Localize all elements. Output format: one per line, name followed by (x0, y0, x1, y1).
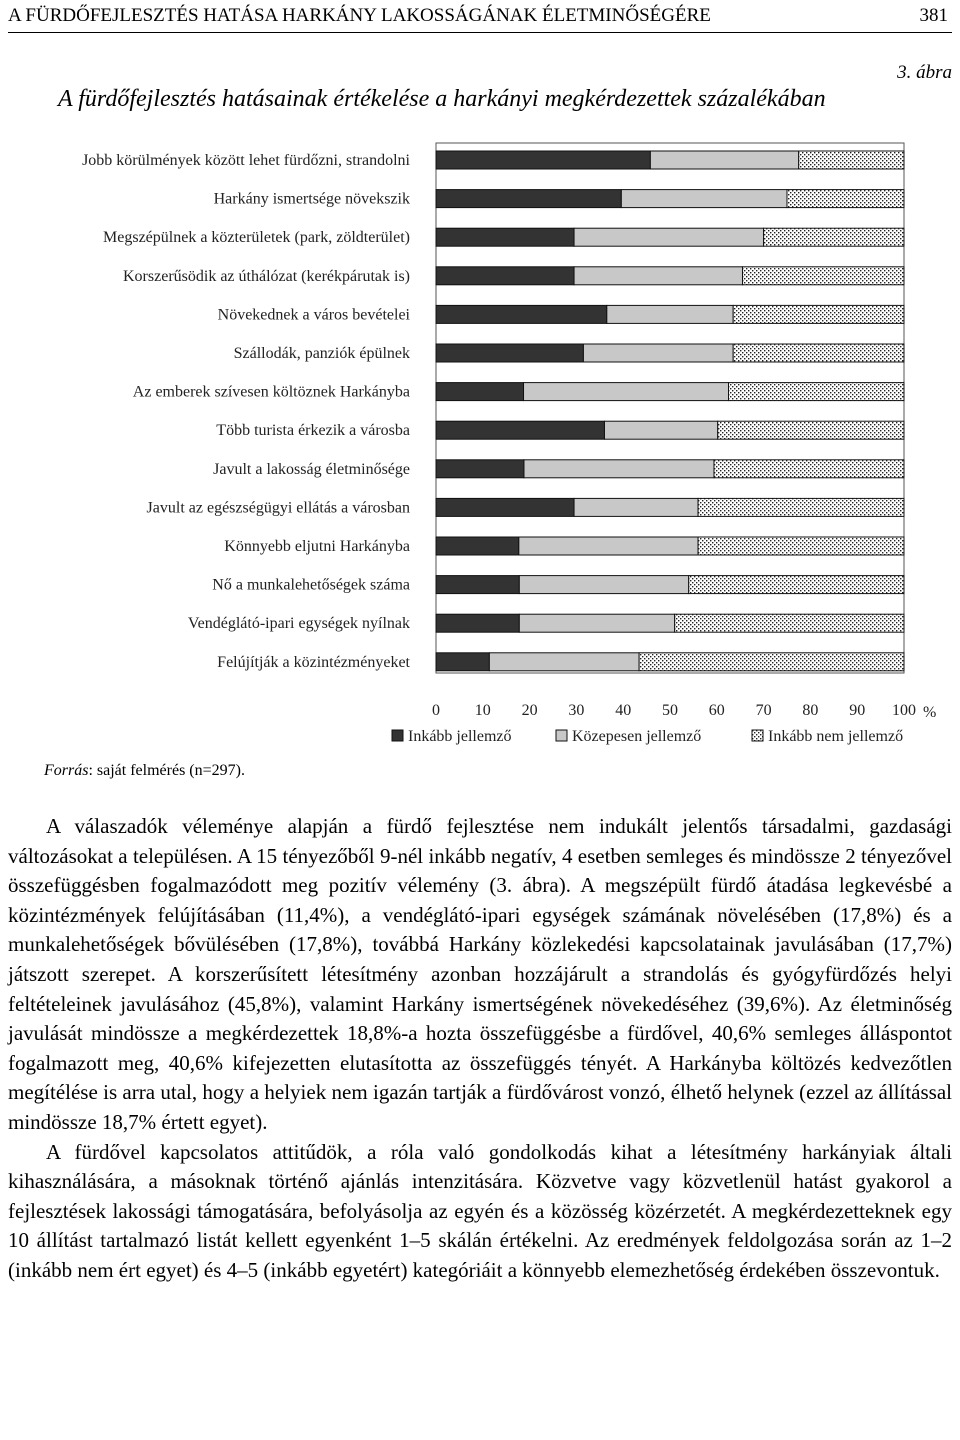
bar-segment-3-10 (698, 498, 904, 516)
bar-segment-3-11 (698, 537, 904, 555)
bar-segment-1-14 (436, 653, 489, 671)
category-label: Megszépülnek a közterületek (park, zöldterület) (103, 229, 410, 247)
bar-segment-3-1 (799, 151, 904, 169)
bar-segment-1-2 (436, 190, 621, 208)
category-label: Felújítják a közintézményeket (217, 653, 410, 671)
stacked-bar-chart (0, 130, 960, 760)
bar-segment-1-4 (436, 267, 574, 285)
category-label: Szállodák, panziók épülnek (233, 345, 410, 362)
bar-segment-2-2 (621, 190, 787, 208)
x-tick-label: 80 (802, 702, 819, 719)
category-label: Nő a munkalehetőségek száma (212, 576, 410, 594)
bar-segment-2-7 (524, 383, 729, 401)
bar-segment-2-9 (524, 460, 714, 478)
bar-segments (436, 151, 904, 671)
category-label: Javult az egészségügyi ellátás a városban (146, 499, 410, 517)
bar-segment-3-3 (764, 228, 904, 246)
bar-segment-2-14 (489, 653, 639, 671)
bar-segment-3-9 (714, 460, 904, 478)
body-text (8, 812, 952, 1286)
category-label: Több turista érkezik a városba (216, 422, 410, 440)
category-label: Az emberek szívesen költöznek Harkányba (132, 383, 410, 401)
bar-segment-2-1 (650, 151, 798, 169)
legend-swatch (392, 730, 403, 741)
category-labels (82, 152, 410, 671)
bar-segment-1-9 (436, 460, 524, 478)
category-label: Javult a lakosság életminősége (213, 460, 410, 478)
bar-segment-3-13 (675, 614, 904, 632)
x-tick-label: 30 (568, 702, 585, 719)
x-tick-label: 90 (849, 702, 866, 719)
legend-label: Inkább nem jellemző (768, 728, 904, 745)
legend (392, 728, 903, 745)
running-header (8, 2, 952, 33)
legend-label: Inkább jellemző (408, 728, 512, 745)
category-label: Növekednek a város bevételei (217, 306, 410, 324)
bar-segment-2-11 (519, 537, 698, 555)
category-label: Korszerűsödik az úthálózat (kerékpárutak is) (123, 267, 410, 285)
source-note (44, 762, 245, 780)
x-tick-label: 40 (615, 702, 632, 719)
category-label: Vendéglátó-ipari egységek nyílnak (187, 615, 410, 633)
source-label: Forrás (44, 762, 89, 779)
bar-segment-1-1 (436, 151, 650, 169)
bar-segment-2-12 (519, 576, 688, 594)
category-label: Harkány ismertsége növekszik (213, 190, 410, 208)
bar-segment-3-6 (733, 344, 904, 362)
bar-segment-1-7 (436, 383, 524, 401)
bar-segment-3-5 (733, 305, 904, 323)
paragraph-2: A fürdővel kapcsolatos attitűdök, a róla való gondolkodás kihat a létesítmény harkányiak általi kihasználására, a másoknak történő ajánlás intenzitására. Közvetve vagy közvetlenül hatást gyakorol a fejlesztések lakossági támogatására, befolyásolja az egyén és a közösség közérzetét. A megkérdezetteknek egy 10 állítást tartalmazó listát kellett egyenként 1–5 skálán értékelni. Az eredmények feldolgozása során az 1–2 (inkább nem ért egyet) és 4–5 (inkább egyetért) kategóriáit a könnyebb elemezhetőség érdekében összevontuk. (8, 1139, 952, 1282)
bar-segment-1-12 (436, 576, 519, 594)
figure-title: A fürdőfejlesztés hatásainak értékelése a harkányi megkérdezettek százalékában (58, 86, 826, 112)
bar-segment-3-2 (787, 190, 904, 208)
bar-segment-2-3 (574, 228, 764, 246)
bar-segment-2-10 (574, 498, 698, 516)
bar-segment-1-13 (436, 614, 519, 632)
legend-swatch (752, 730, 763, 741)
bar-segment-1-6 (436, 344, 583, 362)
x-axis-unit: % (923, 704, 937, 721)
x-tick-label: 50 (662, 702, 678, 719)
figure-number: 3. ábra (897, 62, 952, 83)
bar-segment-1-8 (436, 421, 604, 439)
category-label: Jobb körülmények között lehet fürdőzni, strandolni (82, 152, 410, 169)
x-tick-label: 20 (521, 702, 538, 719)
bar-segment-1-10 (436, 498, 574, 516)
bar-segment-1-11 (436, 537, 519, 555)
bar-segment-3-14 (639, 653, 904, 671)
x-tick-label: 70 (755, 702, 772, 719)
source-text: : saját felmérés (n=297). (88, 762, 245, 779)
category-label: Könnyebb eljutni Harkányba (224, 538, 410, 555)
x-tick-label: 60 (708, 702, 725, 719)
bar-segment-2-13 (519, 614, 674, 632)
x-tick-label: 0 (432, 702, 440, 719)
x-tick-label: 100 (892, 702, 916, 719)
bar-segment-2-8 (604, 421, 717, 439)
bar-segment-3-12 (689, 576, 904, 594)
legend-swatch (556, 730, 567, 741)
page-number: 381 (919, 5, 948, 26)
running-header-title: A FÜRDŐFEJLESZTÉS HATÁSA HARKÁNY LAKOSSÁGÁNAK ÉLETMINŐSÉGÉRE (8, 5, 711, 26)
bar-segment-3-7 (729, 383, 905, 401)
bar-segment-3-4 (743, 267, 904, 285)
bar-segment-2-4 (574, 267, 742, 285)
x-tick-label: 10 (474, 702, 491, 719)
bar-segment-2-6 (583, 344, 733, 362)
x-axis-ticks (432, 702, 936, 721)
bar-segment-1-3 (436, 228, 574, 246)
bar-segment-1-5 (436, 305, 607, 323)
paragraph-1: A válaszadók véleménye alapján a fürdő fejlesztése nem indukált jelentős társadalmi, gazdasági változásokat a településen. A 15 tényezőből 9-nél inkább negatív, 4 esetben semleges és mindössze 2 tényezővel összefüggésben fogalmazódott meg pozitív vélemény (3. ábra). A megszépült fürdő átadása legkevésbé a közintézmények felújításában (11,4%), a vendéglátó-ipari egységek számának növelésében (17,8%) és a munkalehetőségek bővülésében (17,8%), továbbá Harkány közlekedési kapcsolatainak javulásában (17,7%) játszott szerepet. A korszerűsített létesítmény azonban hozzájárult a strandolás és gyógyfürdőzés helyi feltételeinek javulásához (45,8%), valamint Harkány ismertségének növekedéséhez (39,6%). Az életminőség javulását mindössze a megkérdezettek 18,8%-a hozta összefüggésbe a fürdővel, 40,6% semleges álláspontot fogalmazott meg, 40,6% kifejezetten elutasította az összefüggés tényét. A Harkányba költözés kedvezőtlen megítélése is arra utal, hogy a helyiek nem igazán tartják a fürdővárost vonzó, élhető helynek (ezzel az állítással mindössze 18,7% értett egyet). (8, 814, 952, 1134)
legend-label: Közepesen jellemző (572, 728, 702, 745)
bar-segment-2-5 (607, 305, 733, 323)
bar-segment-3-8 (718, 421, 904, 439)
